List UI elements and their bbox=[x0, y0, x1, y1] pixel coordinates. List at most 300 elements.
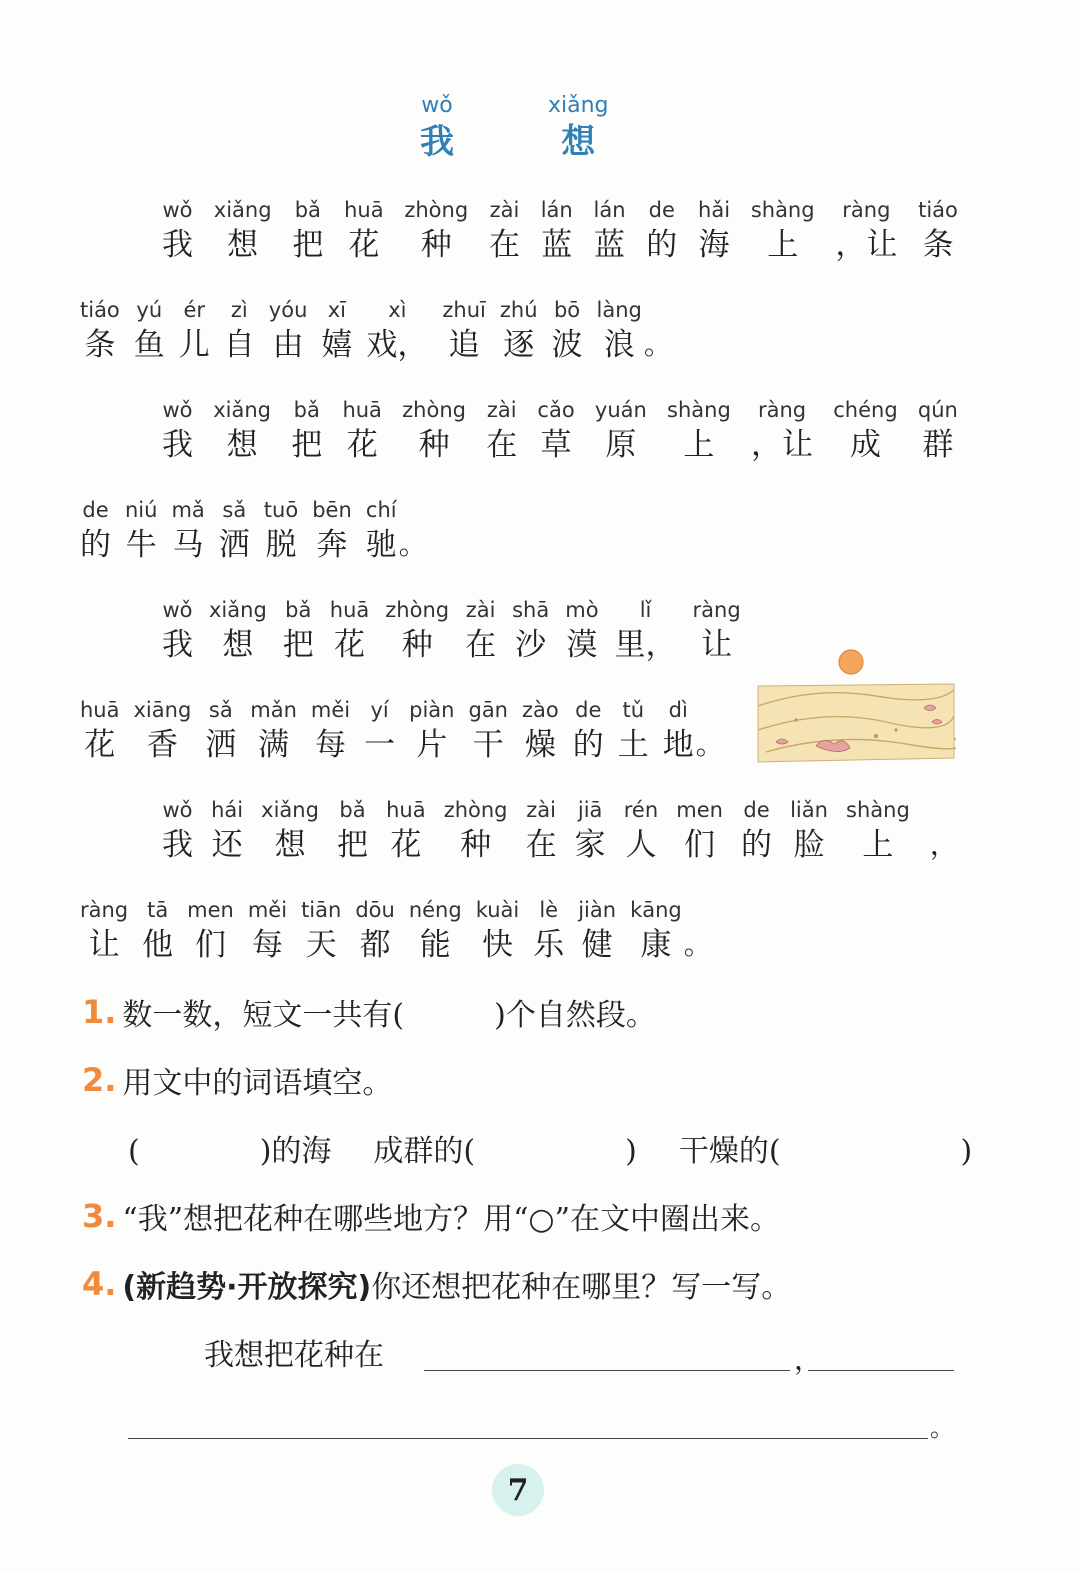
pinyin: zài bbox=[526, 798, 556, 822]
page-title bbox=[0, 92, 1080, 172]
pinyin: qún bbox=[917, 398, 958, 422]
hanzi: 片 bbox=[416, 727, 448, 763]
pinyin: ràng bbox=[692, 598, 741, 622]
pinyin: bǎ bbox=[293, 398, 320, 422]
hanzi: 我 bbox=[162, 627, 193, 663]
pinyin: zhòng bbox=[443, 798, 508, 822]
hanzi: 种 bbox=[418, 427, 450, 463]
poem-word bbox=[80, 496, 111, 566]
poem-word bbox=[292, 196, 323, 266]
pinyin: mǎn bbox=[250, 698, 297, 722]
pinyin: tiáo bbox=[80, 298, 120, 322]
pinyin: huā bbox=[80, 698, 120, 722]
hanzi: 在 bbox=[486, 427, 518, 463]
poem-word bbox=[593, 196, 625, 266]
pinyin: zhuī bbox=[442, 298, 486, 322]
poem-word bbox=[134, 296, 165, 366]
hanzi: 自 bbox=[223, 327, 255, 363]
hanzi: 群 bbox=[922, 427, 954, 463]
hanzi: 健 bbox=[581, 927, 613, 963]
pinyin: xiǎng bbox=[261, 798, 319, 822]
punctuation: 。 bbox=[683, 928, 712, 961]
hanzi: 想 bbox=[222, 627, 254, 663]
pinyin: tā bbox=[147, 898, 169, 922]
poem-word bbox=[573, 696, 604, 766]
poem-word bbox=[330, 596, 370, 666]
poem-word bbox=[578, 896, 616, 966]
poem-word bbox=[342, 396, 382, 466]
poem-word bbox=[312, 496, 352, 566]
hanzi: 还 bbox=[211, 827, 243, 863]
pinyin: bǎ bbox=[339, 798, 366, 822]
poem-word bbox=[541, 196, 573, 266]
punctuation: 。 bbox=[695, 728, 724, 761]
pinyin: mò bbox=[565, 598, 599, 622]
pinyin: yóu bbox=[268, 298, 308, 322]
poem-word bbox=[142, 896, 173, 966]
hanzi: 想 bbox=[226, 427, 258, 463]
pinyin: yí bbox=[370, 698, 389, 722]
pinyin: zài bbox=[486, 398, 517, 422]
poem-word bbox=[846, 796, 910, 866]
poem-word bbox=[526, 796, 557, 866]
hanzi: 蓝 bbox=[593, 227, 625, 263]
hanzi: 条 bbox=[922, 227, 954, 263]
poem-word bbox=[301, 896, 341, 966]
hanzi: 上 bbox=[862, 827, 894, 863]
hanzi: 戏， bbox=[366, 327, 429, 363]
poem-word bbox=[575, 796, 606, 866]
pinyin: gān bbox=[468, 698, 508, 722]
poem-word bbox=[624, 796, 658, 866]
pinyin: tuō bbox=[263, 498, 299, 522]
pinyin: huā bbox=[329, 598, 370, 622]
pinyin: wǒ bbox=[162, 798, 193, 822]
hanzi: 脸 bbox=[793, 827, 825, 863]
hanzi: 奔 bbox=[316, 527, 348, 563]
hanzi: 燥 bbox=[524, 727, 556, 763]
pinyin: bǎ bbox=[294, 198, 321, 222]
hanzi: 花 bbox=[390, 827, 422, 863]
pinyin: shàng bbox=[750, 198, 815, 222]
pinyin: huā bbox=[342, 398, 382, 422]
poem-line-4 bbox=[80, 496, 427, 566]
question-2 bbox=[82, 1058, 392, 1102]
pinyin: mǎ bbox=[171, 498, 205, 522]
question-4 bbox=[82, 1262, 791, 1306]
pinyin: wǒ bbox=[162, 598, 193, 622]
desert-illustration bbox=[756, 646, 956, 766]
poem-line-7 bbox=[162, 796, 958, 866]
poem-line-2 bbox=[80, 296, 672, 366]
pinyin: ràng bbox=[80, 898, 129, 922]
poem-word bbox=[211, 796, 243, 866]
hanzi: 乐 bbox=[533, 927, 565, 963]
poem-word bbox=[552, 296, 583, 366]
poem-word bbox=[630, 896, 682, 966]
hanzi: 追 bbox=[448, 327, 480, 363]
poem-word bbox=[366, 496, 397, 566]
pinyin: chí bbox=[365, 498, 397, 522]
poem-word bbox=[386, 796, 426, 866]
hanzi: 漠 bbox=[566, 627, 598, 663]
hanzi: 想 bbox=[227, 227, 259, 263]
pinyin: tiān bbox=[301, 898, 342, 922]
poem-word bbox=[162, 196, 193, 266]
hanzi: 让 bbox=[701, 627, 733, 663]
pinyin: xiāng bbox=[133, 698, 192, 722]
poem-word bbox=[751, 396, 813, 466]
poem-word bbox=[918, 196, 958, 266]
hanzi: 种 bbox=[460, 827, 492, 863]
hanzi: 条 bbox=[84, 327, 116, 363]
pinyin: néng bbox=[408, 898, 462, 922]
poem-word bbox=[250, 696, 297, 766]
pinyin: niú bbox=[125, 498, 158, 522]
answer-prompt: 我想把花种在 bbox=[204, 1338, 384, 1373]
poem-word bbox=[676, 796, 723, 866]
hanzi: 他 bbox=[142, 927, 174, 963]
hanzi: 上 bbox=[767, 227, 799, 263]
hanzi: 逐 bbox=[503, 327, 535, 363]
pinyin: měi bbox=[310, 698, 351, 722]
hanzi: 洒 bbox=[218, 527, 250, 563]
poem-word bbox=[283, 596, 314, 666]
pinyin: rén bbox=[623, 798, 659, 822]
poem-word bbox=[741, 796, 772, 866]
poem-word bbox=[187, 896, 234, 966]
pinyin: zài bbox=[465, 598, 496, 622]
question-4-tag: (新趋势·开放探究) bbox=[122, 1270, 372, 1305]
pinyin: xì bbox=[388, 298, 407, 322]
hanzi: 驰 bbox=[365, 527, 397, 563]
pinyin: dì bbox=[668, 698, 688, 722]
hanzi: 脱 bbox=[265, 527, 297, 563]
pinyin: kāng bbox=[630, 898, 682, 922]
question-2-blanks bbox=[128, 1126, 972, 1170]
pinyin: liǎn bbox=[790, 798, 828, 822]
poem-word bbox=[80, 696, 120, 766]
pinyin: zài bbox=[489, 198, 520, 222]
hanzi: 把 bbox=[292, 227, 324, 263]
pinyin: lǐ bbox=[639, 598, 652, 622]
hanzi: 的 bbox=[646, 227, 678, 263]
pinyin: xiǎng bbox=[213, 398, 271, 422]
pinyin: men bbox=[187, 898, 234, 922]
pinyin: hǎi bbox=[698, 198, 731, 222]
poem-word bbox=[409, 696, 454, 766]
poem-word bbox=[522, 696, 559, 766]
pinyin: bēn bbox=[312, 498, 352, 522]
hanzi: 我 bbox=[162, 227, 193, 263]
poem-word bbox=[125, 496, 157, 566]
hanzi: 满 bbox=[258, 727, 290, 763]
punctuation: ， bbox=[929, 828, 958, 861]
poem-word bbox=[595, 396, 647, 466]
pinyin: tǔ bbox=[622, 698, 645, 722]
pinyin: lán bbox=[593, 198, 626, 222]
poem-word bbox=[667, 396, 731, 466]
pinyin: lè bbox=[539, 898, 559, 922]
hanzi: 每 bbox=[315, 727, 347, 763]
poem-word bbox=[355, 896, 395, 966]
hanzi: 种 bbox=[420, 227, 452, 263]
hanzi: 想 bbox=[274, 827, 306, 863]
pinyin: huā bbox=[344, 198, 384, 222]
poem-word bbox=[134, 696, 192, 766]
title-pinyin-2: xiǎng bbox=[548, 93, 609, 118]
poem-word bbox=[790, 796, 828, 866]
poem-word bbox=[918, 396, 958, 466]
pinyin: de bbox=[648, 198, 675, 222]
pinyin: dōu bbox=[355, 898, 395, 922]
hanzi: 马 bbox=[172, 527, 204, 563]
poem-word bbox=[261, 796, 319, 866]
pinyin: de bbox=[743, 798, 770, 822]
pinyin: de bbox=[575, 698, 602, 722]
poem-word bbox=[444, 796, 508, 866]
question-1 bbox=[82, 990, 656, 1034]
hanzi: 在 bbox=[465, 627, 497, 663]
poem-word bbox=[409, 896, 462, 966]
hanzi: 我 bbox=[162, 427, 193, 463]
poem-word bbox=[385, 596, 449, 666]
punctuation: 。 bbox=[643, 328, 672, 361]
hanzi: 草 bbox=[540, 427, 572, 463]
pinyin: tiáo bbox=[918, 198, 958, 222]
pinyin: chéng bbox=[833, 398, 898, 422]
poem-word bbox=[615, 596, 677, 666]
pinyin: hái bbox=[211, 798, 244, 822]
poem-word bbox=[209, 596, 267, 666]
poem-word bbox=[171, 496, 204, 566]
hanzi: 花 bbox=[334, 627, 366, 663]
hanzi: 地 bbox=[662, 727, 694, 763]
poem-word bbox=[205, 696, 236, 766]
title-pinyin-1: wǒ bbox=[421, 93, 453, 118]
hanzi: 天 bbox=[305, 927, 337, 963]
pinyin: zào bbox=[522, 698, 559, 722]
poem-word bbox=[366, 296, 428, 366]
poem-line-8 bbox=[80, 896, 712, 966]
poem-word bbox=[489, 196, 520, 266]
hanzi: 都 bbox=[359, 927, 391, 963]
pinyin: lán bbox=[540, 198, 573, 222]
pinyin: bō bbox=[553, 298, 581, 322]
pinyin: sǎ bbox=[222, 498, 247, 522]
hanzi: ，让 bbox=[751, 427, 814, 463]
answer-line-1[interactable] bbox=[424, 1370, 790, 1371]
title-hanzi-2: 想 bbox=[561, 122, 596, 162]
poem-word bbox=[214, 196, 272, 266]
hanzi: 把 bbox=[337, 827, 369, 863]
poem-word bbox=[364, 696, 395, 766]
poem-line-1 bbox=[162, 196, 958, 266]
hanzi: ，让 bbox=[835, 227, 898, 263]
poem-word bbox=[213, 396, 271, 466]
hanzi: 的 bbox=[572, 727, 604, 763]
pinyin: jiā bbox=[577, 798, 603, 822]
hanzi: 把 bbox=[291, 427, 323, 463]
poem-line-6 bbox=[80, 696, 724, 766]
answer-period: 。 bbox=[930, 1414, 954, 1442]
poem-word bbox=[698, 196, 730, 266]
hanzi: 我 bbox=[162, 827, 193, 863]
hanzi: 沙 bbox=[515, 627, 547, 663]
hanzi: 原 bbox=[605, 427, 637, 463]
hanzi: 一 bbox=[364, 727, 396, 763]
hanzi: 成 bbox=[849, 427, 881, 463]
poem-word bbox=[264, 496, 298, 566]
blank-sea[interactable]: ( )的海 bbox=[128, 1134, 332, 1169]
poem-word bbox=[465, 596, 496, 666]
hanzi: 的 bbox=[80, 527, 111, 563]
pinyin: men bbox=[676, 798, 723, 822]
poem-word bbox=[597, 296, 642, 366]
pinyin: xī bbox=[327, 298, 347, 322]
hanzi: 干 bbox=[472, 727, 504, 763]
hanzi: 花 bbox=[348, 227, 380, 263]
answer-line-2[interactable] bbox=[808, 1370, 954, 1371]
hanzi: 嬉 bbox=[321, 327, 353, 363]
pinyin: shā bbox=[512, 598, 550, 622]
pinyin: ràng bbox=[842, 198, 891, 222]
question-3 bbox=[82, 1194, 780, 1238]
poem-word bbox=[80, 896, 128, 966]
poem-word bbox=[179, 296, 210, 366]
pinyin: zì bbox=[230, 298, 248, 322]
title-char-2 bbox=[548, 92, 609, 164]
hanzi: 洒 bbox=[205, 727, 237, 763]
pinyin: de bbox=[82, 498, 109, 522]
question-2-text: 用文中的词语填空。 bbox=[122, 1066, 393, 1101]
poem-word bbox=[833, 396, 897, 466]
hanzi: 上 bbox=[683, 427, 715, 463]
question-1-number: 1. bbox=[82, 993, 117, 1031]
hanzi: 把 bbox=[282, 627, 314, 663]
pinyin: cǎo bbox=[537, 398, 575, 422]
hanzi: 能 bbox=[419, 927, 451, 963]
poem-word bbox=[565, 596, 598, 666]
pinyin: shàng bbox=[846, 798, 910, 822]
pinyin: ràng bbox=[757, 398, 807, 422]
pinyin: wǒ bbox=[162, 198, 193, 222]
question-4-number: 4. bbox=[82, 1265, 117, 1303]
pinyin: yuán bbox=[594, 398, 647, 422]
poem-word bbox=[663, 696, 694, 766]
hanzi: 蓝 bbox=[541, 227, 573, 263]
poem-word bbox=[224, 296, 255, 366]
poem-word bbox=[248, 896, 287, 966]
hanzi: 在 bbox=[525, 827, 557, 863]
pinyin: piàn bbox=[409, 698, 455, 722]
hanzi: 海 bbox=[698, 227, 730, 263]
poem-word bbox=[291, 396, 322, 466]
poem-word bbox=[618, 696, 649, 766]
hanzi: 人 bbox=[625, 827, 657, 863]
pinyin: sǎ bbox=[208, 698, 233, 722]
poem-word bbox=[835, 196, 897, 266]
pinyin: měi bbox=[247, 898, 288, 922]
hanzi: 的 bbox=[741, 827, 772, 863]
pinyin: huā bbox=[386, 798, 426, 822]
hanzi: 由 bbox=[272, 327, 304, 363]
hanzi: 儿 bbox=[178, 327, 210, 363]
pinyin: zhú bbox=[499, 298, 538, 322]
pinyin: yú bbox=[136, 298, 163, 322]
hanzi: 们 bbox=[195, 927, 226, 963]
question-4-text: 你还想把花种在哪里？写一写。 bbox=[371, 1270, 792, 1305]
pinyin: làng bbox=[596, 298, 642, 322]
question-3-number: 3. bbox=[82, 1197, 117, 1235]
hanzi: 在 bbox=[488, 227, 520, 263]
poem-word bbox=[500, 296, 538, 366]
answer-line-3[interactable] bbox=[128, 1438, 928, 1439]
poem-word bbox=[344, 196, 384, 266]
hanzi: 种 bbox=[401, 627, 433, 663]
pinyin: bǎ bbox=[285, 598, 312, 622]
hanzi: 让 bbox=[88, 927, 120, 963]
sun-icon bbox=[839, 650, 863, 674]
pinyin: zhòng bbox=[404, 198, 469, 222]
pinyin: ér bbox=[183, 298, 206, 322]
poem-word bbox=[537, 396, 574, 466]
poem-word bbox=[442, 296, 485, 366]
poem-line-3 bbox=[162, 396, 958, 466]
blank-herd[interactable]: 成群的( ) bbox=[373, 1134, 637, 1169]
poem-word bbox=[402, 396, 466, 466]
hanzi: 波 bbox=[551, 327, 583, 363]
hanzi: 康 bbox=[640, 927, 672, 963]
poem-word bbox=[337, 796, 368, 866]
hanzi: 花 bbox=[84, 727, 116, 763]
poem-word bbox=[512, 596, 549, 666]
punctuation: 。 bbox=[398, 528, 427, 561]
pinyin: zhòng bbox=[402, 398, 466, 422]
question-2-number: 2. bbox=[82, 1061, 117, 1099]
poem-word bbox=[162, 596, 193, 666]
poem-word bbox=[80, 296, 120, 366]
hanzi: 每 bbox=[251, 927, 283, 963]
hanzi: 快 bbox=[481, 927, 513, 963]
title-char-1 bbox=[420, 92, 454, 164]
poem-word bbox=[321, 296, 352, 366]
poem-word bbox=[751, 196, 815, 266]
hanzi: 土 bbox=[617, 727, 649, 763]
blank-dry[interactable]: 干燥的( ) bbox=[678, 1134, 973, 1169]
poem-word bbox=[162, 396, 193, 466]
poem-word bbox=[476, 896, 520, 966]
pinyin: kuài bbox=[475, 898, 520, 922]
question-1-text: 数一数，短文一共有( )个自然段。 bbox=[122, 998, 656, 1033]
hanzi: 们 bbox=[684, 827, 716, 863]
poem-word bbox=[162, 796, 193, 866]
pinyin: xiǎng bbox=[209, 598, 267, 622]
poem-word bbox=[269, 296, 308, 366]
hanzi: 花 bbox=[346, 427, 378, 463]
poem-word bbox=[646, 196, 677, 266]
hanzi: 家 bbox=[574, 827, 606, 863]
hanzi: 里， bbox=[614, 627, 677, 663]
hanzi: 香 bbox=[146, 727, 178, 763]
pinyin: wǒ bbox=[162, 398, 193, 422]
pinyin: xiǎng bbox=[213, 198, 272, 222]
hanzi: 鱼 bbox=[133, 327, 165, 363]
poem-line-5 bbox=[162, 596, 741, 666]
poem-word bbox=[311, 696, 350, 766]
poem-word bbox=[533, 896, 564, 966]
hanzi: 浪 bbox=[603, 327, 635, 363]
